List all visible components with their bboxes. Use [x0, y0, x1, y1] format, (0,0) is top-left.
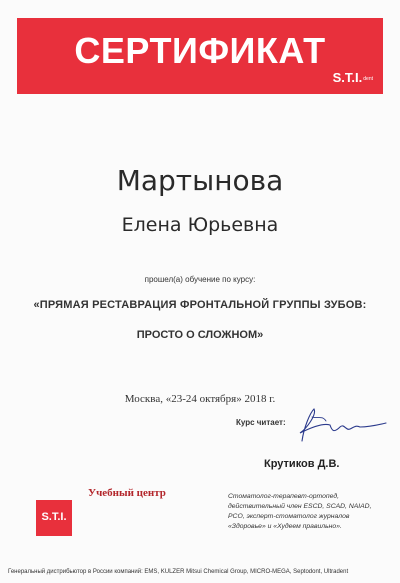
training-center-logo-text: S.T.I.	[41, 511, 67, 523]
lecturer-label: Курс читает:	[236, 418, 286, 427]
lecturer-bio-line: действительный член ESCD, SCAD, NAIAD,	[228, 503, 372, 510]
place-and-date: Москва, «23-24 октября» 2018 г.	[124, 393, 276, 405]
lecturer-bio-line: PCO, эксперт-стоматолог журналов	[228, 513, 350, 520]
banner-logo-text: S.T.I.	[332, 70, 363, 85]
lecturer-name: Крутиков Д.В.	[264, 458, 340, 470]
course-intro: прошел(а) обучение по курсу:	[144, 275, 256, 284]
lecturer-bio	[228, 492, 388, 532]
training-center-label: Учебный центр	[88, 487, 166, 499]
course-title-line-2: ПРОСТО О СЛОЖНОМ»	[136, 329, 264, 341]
banner-logo-small-text: dent	[363, 75, 373, 82]
lecturer-bio-line: Стоматолог-терапевт-ортопед,	[228, 493, 340, 500]
lecturer-signature	[284, 403, 388, 445]
distributor-footer: Генеральный дистрибьютор в России компаний: EMS, KULZER Mitsui Chemical Group, MICRO-MEGA, Septodont, Ultradent	[8, 569, 349, 575]
course-title-line-1: «ПРЯМАЯ РЕСТАВРАЦИЯ ФРОНТАЛЬНОЙ ГРУППЫ ЗУБОВ:	[33, 299, 367, 311]
recipient-surname: Мартынова	[116, 164, 284, 197]
certificate-banner	[17, 18, 383, 94]
lecturer-bio-line: «Здоровье» и «Худеем правильно».	[228, 523, 342, 530]
sti-dent-logo	[333, 70, 373, 85]
recipient-given-names: Елена Юрьевна	[121, 214, 279, 236]
certificate-title: СЕРТИФИКАТ	[74, 30, 326, 71]
training-center-logo	[36, 500, 72, 536]
